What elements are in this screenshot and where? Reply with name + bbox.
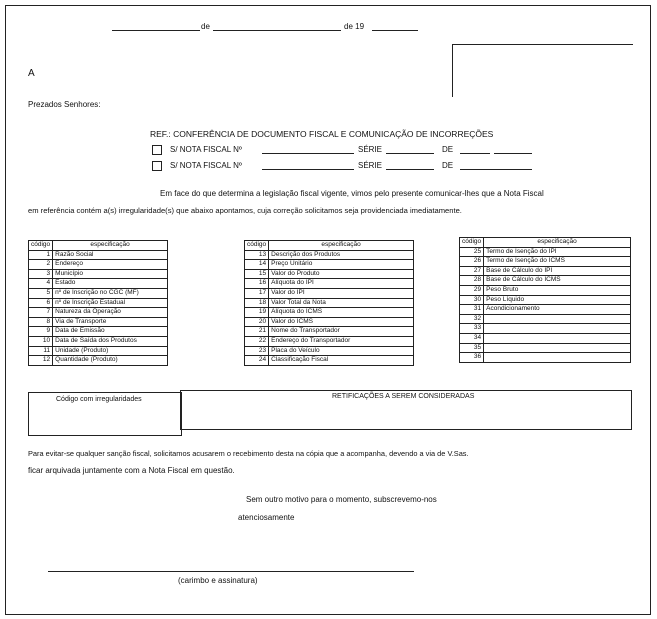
- table-row[interactable]: [245, 298, 414, 308]
- nota-fiscal-checkbox-1[interactable]: [152, 145, 162, 155]
- table-row[interactable]: [460, 343, 631, 353]
- row-spec: Valor do IPI: [269, 288, 414, 298]
- year-line[interactable]: [372, 30, 418, 31]
- row-spec: Estado: [53, 279, 168, 289]
- table-row[interactable]: [245, 260, 414, 270]
- table-3-header-code: código: [460, 238, 484, 248]
- serie-label-1: SÉRIE: [358, 145, 383, 154]
- row-spec: Quantidade (Produto): [53, 356, 168, 366]
- irregularities-box-title: Código com irregularidades: [56, 396, 142, 403]
- row-spec: Município: [53, 269, 168, 279]
- row-code: 1: [29, 250, 53, 260]
- row-spec: [484, 324, 631, 334]
- serie-label-2: SÉRIE: [358, 161, 383, 170]
- row-spec: Valor do Produto: [269, 269, 414, 279]
- table-row[interactable]: [245, 327, 414, 337]
- table-row[interactable]: [245, 279, 414, 289]
- row-spec: Endereço: [53, 260, 168, 270]
- signature-caption: (carimbo e assinatura): [178, 576, 258, 585]
- table-row[interactable]: [29, 260, 168, 270]
- row-code: 29: [460, 285, 484, 295]
- row-spec: Base de Cálculo do ICMS: [484, 276, 631, 286]
- row-code: 11: [29, 346, 53, 356]
- table-row[interactable]: [245, 346, 414, 356]
- row-spec: [484, 314, 631, 324]
- row-spec: Via de Transporte: [53, 317, 168, 327]
- row-code: 17: [245, 288, 269, 298]
- row-code: 9: [29, 327, 53, 337]
- table-row[interactable]: [29, 327, 168, 337]
- de-line-1[interactable]: [460, 153, 490, 154]
- salutation: Prezados Senhores:: [28, 100, 101, 109]
- serie-line-2[interactable]: [386, 169, 434, 170]
- row-spec: Base de Cálculo do IPI: [484, 266, 631, 276]
- row-code: 24: [245, 356, 269, 366]
- row-code: 18: [245, 298, 269, 308]
- row-spec: Data de Saída dos Produtos: [53, 336, 168, 346]
- de-line-1b[interactable]: [494, 153, 532, 154]
- row-code: 2: [29, 260, 53, 270]
- row-code: 19: [245, 308, 269, 318]
- table-row[interactable]: [29, 317, 168, 327]
- closing-line-2: ficar arquivada juntamente com a Nota Fiscal em questão.: [28, 466, 235, 475]
- table-row[interactable]: [29, 308, 168, 318]
- row-spec: Endereço do Transportador: [269, 336, 414, 346]
- table-3-header-spec: especificação: [484, 238, 631, 248]
- row-code: 30: [460, 295, 484, 305]
- row-spec: Razão Social: [53, 250, 168, 260]
- row-spec: Descrição dos Produtos: [269, 250, 414, 260]
- table-row[interactable]: [29, 288, 168, 298]
- date-de-label: de: [201, 22, 210, 31]
- row-code: 23: [245, 346, 269, 356]
- row-code: 8: [29, 317, 53, 327]
- row-code: 13: [245, 250, 269, 260]
- row-spec: Termo de Isenção do IPI: [484, 247, 631, 257]
- table-row[interactable]: [245, 250, 414, 260]
- table-row[interactable]: [460, 324, 631, 334]
- row-spec: nº de Inscrição Estadual: [53, 298, 168, 308]
- row-spec: Classificação Fiscal: [269, 356, 414, 366]
- row-code: 20: [245, 317, 269, 327]
- row-spec: Placa do Veículo: [269, 346, 414, 356]
- table-row[interactable]: [460, 333, 631, 343]
- table-row[interactable]: [29, 250, 168, 260]
- nota-fiscal-label-2: S/ NOTA FISCAL Nº: [170, 161, 242, 170]
- row-spec: Data de Emissão: [53, 327, 168, 337]
- place-line[interactable]: [112, 30, 200, 31]
- nota-fiscal-label-1: S/ NOTA FISCAL Nº: [170, 145, 242, 154]
- row-code: 12: [29, 356, 53, 366]
- nota-fiscal-number-line-1[interactable]: [262, 153, 354, 154]
- month-line[interactable]: [213, 30, 341, 31]
- row-code: 15: [245, 269, 269, 279]
- row-code: 21: [245, 327, 269, 337]
- table-row[interactable]: [460, 295, 631, 305]
- body-text-line-2: em referência contém a(s) irregularidade(s) que abaixo apontamos, cuja correção solicitamos seja providenciada imediatamente.: [28, 206, 462, 215]
- row-spec: Peso Líquido: [484, 295, 631, 305]
- nota-fiscal-number-line-2[interactable]: [262, 169, 354, 170]
- table-row[interactable]: [29, 346, 168, 356]
- row-spec: Natureza da Operação: [53, 308, 168, 318]
- row-code: 28: [460, 276, 484, 286]
- row-code: 22: [245, 336, 269, 346]
- table-row[interactable]: [460, 247, 631, 257]
- row-spec: Valor do ICMS: [269, 317, 414, 327]
- closing-line-1: Para evitar-se qualquer sanção fiscal, solicitamos acusarem o recebimento desta na cópia que a acompanha, devendo a via de V.Sas.: [28, 449, 469, 458]
- table-row[interactable]: [460, 285, 631, 295]
- table-row[interactable]: [29, 279, 168, 289]
- table-row[interactable]: [29, 269, 168, 279]
- row-code: 14: [245, 260, 269, 270]
- row-code: 31: [460, 305, 484, 315]
- table-row[interactable]: [245, 269, 414, 279]
- row-spec: [484, 343, 631, 353]
- row-spec: nº de Inscrição no CGC (MF): [53, 288, 168, 298]
- table-2-header-spec: especificação: [269, 241, 414, 251]
- table-1-header-spec: especificação: [53, 241, 168, 251]
- row-spec: Preço Unitário: [269, 260, 414, 270]
- spec-table-3: [459, 237, 631, 363]
- table-row[interactable]: [245, 336, 414, 346]
- table-row[interactable]: [460, 353, 631, 363]
- row-code: 32: [460, 314, 484, 324]
- row-spec: Valor Total da Nota: [269, 298, 414, 308]
- row-code: 10: [29, 336, 53, 346]
- row-code: 3: [29, 269, 53, 279]
- table-row[interactable]: [245, 288, 414, 298]
- spec-table-1: [28, 240, 168, 366]
- date-year-label: de 19: [344, 22, 365, 31]
- row-spec: Unidade (Produto): [53, 346, 168, 356]
- spec-table-2: [244, 240, 414, 366]
- table-1-header-code: código: [29, 241, 53, 251]
- row-code: 4: [29, 279, 53, 289]
- serie-line-1[interactable]: [386, 153, 434, 154]
- row-spec: Peso Bruto: [484, 285, 631, 295]
- row-code: 5: [29, 288, 53, 298]
- nota-fiscal-checkbox-2[interactable]: [152, 161, 162, 171]
- row-spec: [484, 353, 631, 363]
- row-code: 25: [460, 247, 484, 257]
- row-code: 34: [460, 333, 484, 343]
- row-code: 16: [245, 279, 269, 289]
- row-spec: Termo de Isenção do ICMS: [484, 257, 631, 267]
- addressee-bracket: [452, 44, 633, 97]
- de-label-1: DE: [442, 145, 454, 154]
- table-row[interactable]: [245, 356, 414, 366]
- body-text-line-1: Em face do que determina a legislação fiscal vigente, vimos pelo presente comunicar-lhes que a Nota Fiscal: [160, 189, 544, 198]
- row-code: 27: [460, 266, 484, 276]
- table-row[interactable]: [29, 336, 168, 346]
- row-code: 35: [460, 343, 484, 353]
- row-code: 26: [460, 257, 484, 267]
- row-spec: [484, 333, 631, 343]
- row-code: 6: [29, 298, 53, 308]
- addressee-label: A: [28, 68, 35, 79]
- signature-line[interactable]: [48, 571, 414, 572]
- table-row[interactable]: [245, 308, 414, 318]
- table-row[interactable]: [245, 317, 414, 327]
- ref-title: REF.: CONFERÊNCIA DE DOCUMENTO FISCAL E COMUNICAÇÃO DE INCORREÇÕES: [150, 129, 494, 139]
- row-spec: Acondicionamento: [484, 305, 631, 315]
- table-row[interactable]: [460, 314, 631, 324]
- row-spec: Alíquota do ICMS: [269, 308, 414, 318]
- table-row[interactable]: [460, 276, 631, 286]
- closing-line-3: Sem outro motivo para o momento, subscrevemo-nos: [246, 495, 437, 504]
- row-spec: Alíquota do IPI: [269, 279, 414, 289]
- de-label-2: DE: [442, 161, 454, 170]
- closing-line-4: atenciosamente: [238, 513, 295, 522]
- retifications-box-title: RETIFICAÇÕES A SEREM CONSIDERADAS: [332, 393, 475, 400]
- row-code: 36: [460, 353, 484, 363]
- table-row[interactable]: [29, 298, 168, 308]
- table-row[interactable]: [29, 356, 168, 366]
- table-row[interactable]: [460, 266, 631, 276]
- table-2-header-code: código: [245, 241, 269, 251]
- de-line-2[interactable]: [460, 169, 532, 170]
- row-spec: Nome do Transportador: [269, 327, 414, 337]
- table-row[interactable]: [460, 305, 631, 315]
- row-code: 33: [460, 324, 484, 334]
- table-row[interactable]: [460, 257, 631, 267]
- row-code: 7: [29, 308, 53, 318]
